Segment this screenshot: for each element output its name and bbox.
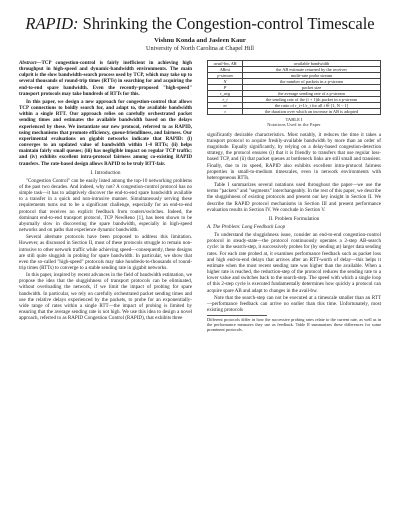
title-protocol-name: RAPID: [25,14,79,33]
table-symbol: avail-bw, AB [208,61,243,67]
right-column [207,60,381,332]
intro-paragraph: Several alternate protocols have been proposed to address this limitation. However, as discussed in Section II, most of these protocols struggle to remain non-intrusive to other network traffic while achieving speed—consequently, these designs are still quite sluggish in probing for spare bandwidth. In particular, we show that even the so-called "high-speed" protocols may take hundreds-to-thousands of round-trip times (RTTs) to converge to a stable sending rate in gigabit networks. [19,234,192,271]
footnote [207,315,381,333]
table-description: the average sending rate of a p-stream [243,91,381,97]
table-symbol: r_avg [208,91,243,97]
notation-table [207,60,381,115]
title-rest: Shrinking the Congestion-control Timescale [78,14,375,33]
left-column [19,60,192,322]
abstract-text-2: In this paper, we design a new approach for congestion-control that allows TCP connections to boldly search for, and adapt to, the available bandwidth within a single RTT. Our approach relies on carefully orchestrated packet sending times and estimates the available bandwidth based on the delays experienced by these. We instantiate our new protocol, referred to as RAPID, using mechanisms that promote efficiency, queue-friendliness, and fairness. Our experimental evaluations on gigabit networks indicate that RAPID: (i) converges to an updated value of bandwidth within 1-4 RTTs; (ii) helps maintain fairly small queues; (iii) has negligible impact on regular TCP traffic; and (iv) exhibits excellent intra-protocol fairness among co-existing RAPID transfers. The rate-based design allows RAPID to be truly RTT-fair. [19,98,192,167]
table-description: available bandwidth [243,61,381,67]
table-description: the duration over which an increase in AB is adopted [243,109,381,115]
body-paragraph: To understand the sluggishness issue, consider an end-to-end congestion-control protocol in steady-state—the protocol continuously operates a 2-step AB-search cycle: in the search-step, it successively probes for (by sending at) larger data sending rates. For each rate probed at, it examines performance feedback such as packet loss and high end-to-end delays that arrives after an RTT-worth of delay—this helps it estimate when the most recent sending rate was higher than the available. When a higher rate is reached, the reduction-step of the protocol reduces the sending rate to a lower value and switches back to the search-step. The speed with which a single loop of this 2-step cycle is executed fundamentally determines how quickly a protocol can acquire spare AB and adapt to changes in the avail-bw. [207,232,381,294]
subsection-heading: A. The Problem: Long Feedback Loop [207,224,286,230]
section-heading-problem: II. Problem Formulation [268,215,320,222]
table-symbol: ABest [208,67,243,73]
table-symbol: P [208,85,243,91]
intro-paragraph: "Congestion Control" can be easily listed among the top-10 networking problems of the past two decades. And indeed, why not? A congestion-control protocol has no simple task—it has to adaptively discover the end-to-end spare bandwidth available to a transfer in a quick and non-intrusive manner. Simultaneously serving these requirements turns out to be a significant challenge, especially for an end-to-end protocol that receives no explicit feedback from routers/switches. Indeed, the dominant end-to-end transport protocol, TCP NewReno [1], has been shown to be abysmally slow in discovering the spare bandwidth, especially in high-speed networks and on paths that experience dynamic bandwidth. [19,177,192,234]
body-paragraph: Table I summarizes several notations used throughout the paper—we use the terms "packets" and "segments" interchangeably. In the rest of this paper, we describe the sluggishness of existing protocols and present our key insight in Section II. We describe the RAPID protocol mechanisms in Section III and present performance evaluation results in Section IV. We conclude in Section V. [207,182,381,213]
table-description: the number of packets in a p-stream [243,79,381,85]
table-caption [207,117,381,128]
table-description: the sending rate of the (i + 1)th packet in a p-stream [243,97,381,103]
body-paragraph: Note that the search-step can not be executed at a timescale smaller than an RTT—performance feedback can arrive no earlier than this time. Unfortunately, most existing protocols [207,294,381,314]
paper-title [0,14,400,34]
body-paragraph: significantly desirable characteristics. Most notably, it reduces the time it takes a transport protocol to acquire freshly-available bandwidth by more than an order of magnitude. Equally significantly, by relying on a delay-based congestion-detection strategy, the protocol ensures (i) that it is friendly to transfers that use regular loss-based TCP, and (ii) that packet queues at bottleneck links are still small and transient. Finally, due to its speed, RAPID also exhibits excellent intra-protocol fairness properties in small-to-medium timescales, even in network environments with heterogeneous RTTs. [207,131,381,181]
table-symbol: p-stream [208,73,243,79]
table-caption-number: TABLE I [285,117,303,122]
abstract [19,60,192,97]
abstract-text-1: —TCP congestion-control is fairly inefficient in achieving high throughput in high-speed and dynamic-bandwidth environments. The main culprit is the slow bandwidth-search process used by TCP, which may take up to several thousands of round-trip times (RTTs) in searching for and acquiring the end-to-end spare bandwidth. Even the recently-proposed "high-speed" transport protocols may take hundreds of RTTs for this. [19,60,192,97]
table-symbol: N [208,79,243,85]
table-symbol: m [208,103,243,109]
table-row [208,109,381,115]
authors: Vishnu Konda and Jasleen Kaur [154,37,246,44]
abstract-label: Abstract [19,60,37,66]
table-symbol: r_i [208,97,243,103]
section-heading-introduction: I. Introduction [90,169,121,176]
intro-paragraph: In this paper, inspired by recent advances in the field of bandwidth estimation, we propose the idea that the sluggishness of transport protocols can be eliminated, without overloading the network, if we limit the impact of probing for spare bandwidth. In particular, we rely on carefully orchestrated packet sending times and use the relative delays experienced by the packets, to probe for an exponentially-wide range of rates within a single RTT—the impact of probing is limited by ensuring that the average sending rate is not high. We use this idea to design a novel approach, referred to as RAPID Congestion Control (RAPID), that exhibits three [19,272,192,322]
affiliation: University of North Carolina at Chapel Hill [146,45,254,52]
table-caption-text: Notations Used in the Paper [267,122,321,128]
table-symbol: τ [208,109,243,115]
table-description: the ratio of r_i+1/r_i for all i ∈ [1, N − 1] [243,103,381,109]
table-description: packet size [243,85,381,91]
footnote-text: Different protocols differ in how the successive probing rates relate to the current rate, as well as in the performance measures they use as feedback. Table II summarizes these differences for some prominent protocols. [207,317,381,333]
table-description: multi-rate probe stream [243,73,381,79]
table-description: the AB estimate returned by the receiver [243,67,381,73]
